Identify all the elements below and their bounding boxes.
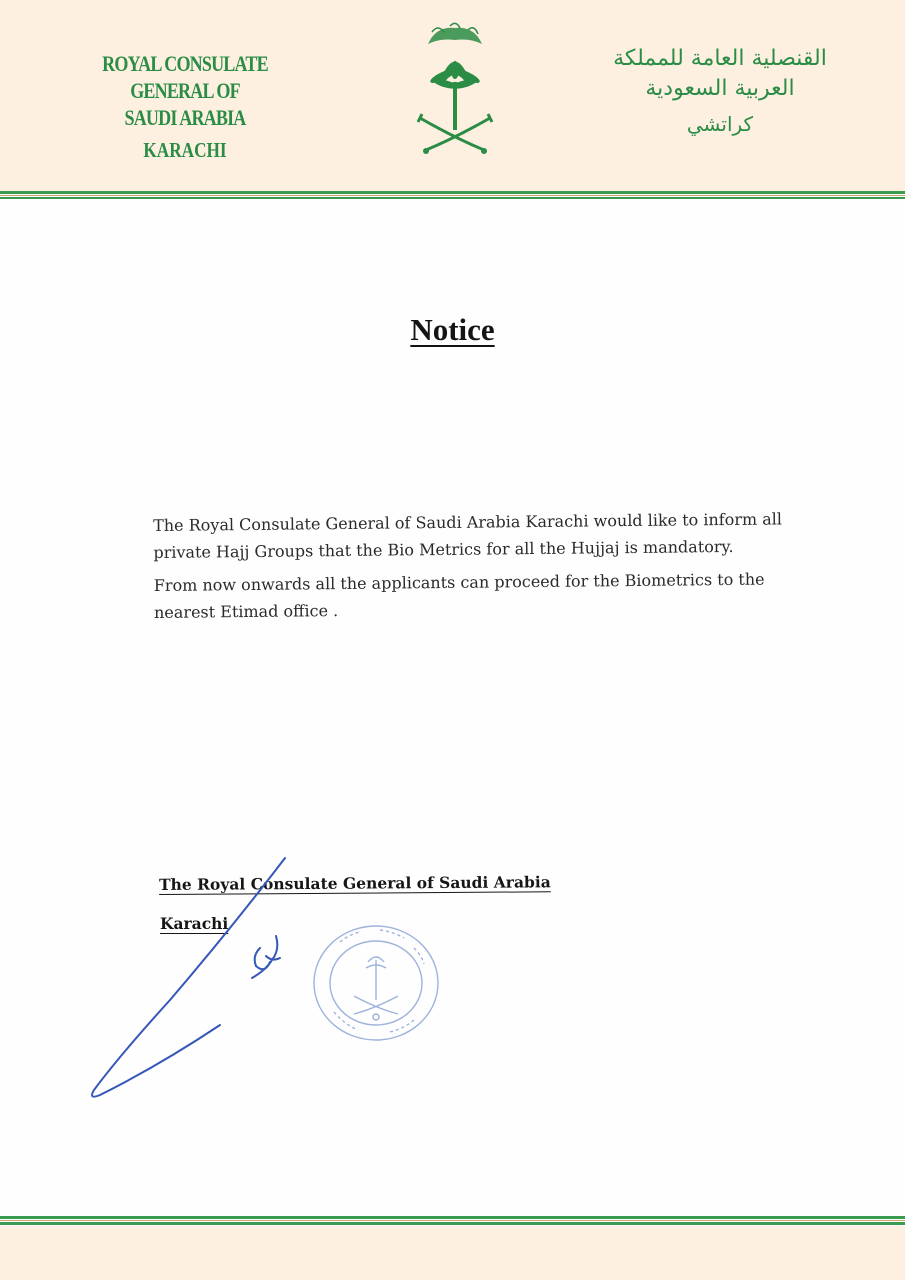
- notice-title: Notice: [410, 312, 495, 347]
- signatory-organization: The Royal Consulate General of Saudi Arabia: [159, 872, 551, 894]
- header-divider: [0, 191, 905, 200]
- signatory-city: Karachi: [160, 914, 229, 933]
- consulate-name-line1: ROYAL CONSULATE GENERAL OF: [102, 51, 268, 103]
- footer-divider: [0, 1216, 905, 1226]
- notice-paragraph-2: From now onwards all the applicants can proceed for the Biometrics to the nearest Etimad office .: [153, 569, 765, 622]
- consulate-name-arabic: [580, 44, 860, 136]
- notice-paragraph-1: The Royal Consulate General of Saudi Arabia Karachi would like to inform all private Hajj Groups that the Bio Metrics for all the Hujjaj is mandatory.: [153, 509, 783, 562]
- consulate-name-line2: SAUDI ARABIA: [124, 105, 246, 130]
- consulate-name-english: [83, 50, 288, 164]
- saudi-emblem-icon: [410, 20, 500, 160]
- notice-body: [153, 505, 789, 632]
- consulate-city-arabic: كراتشي: [686, 112, 754, 136]
- consulate-name-arabic-title: القنصلية العامة للمملكة العربية السعودية: [613, 46, 827, 101]
- footer-band: [0, 1226, 905, 1280]
- handwritten-signature: [80, 850, 310, 1110]
- consulate-city-english: KARACHI: [143, 138, 227, 162]
- consulate-seal-stamp: [310, 922, 442, 1044]
